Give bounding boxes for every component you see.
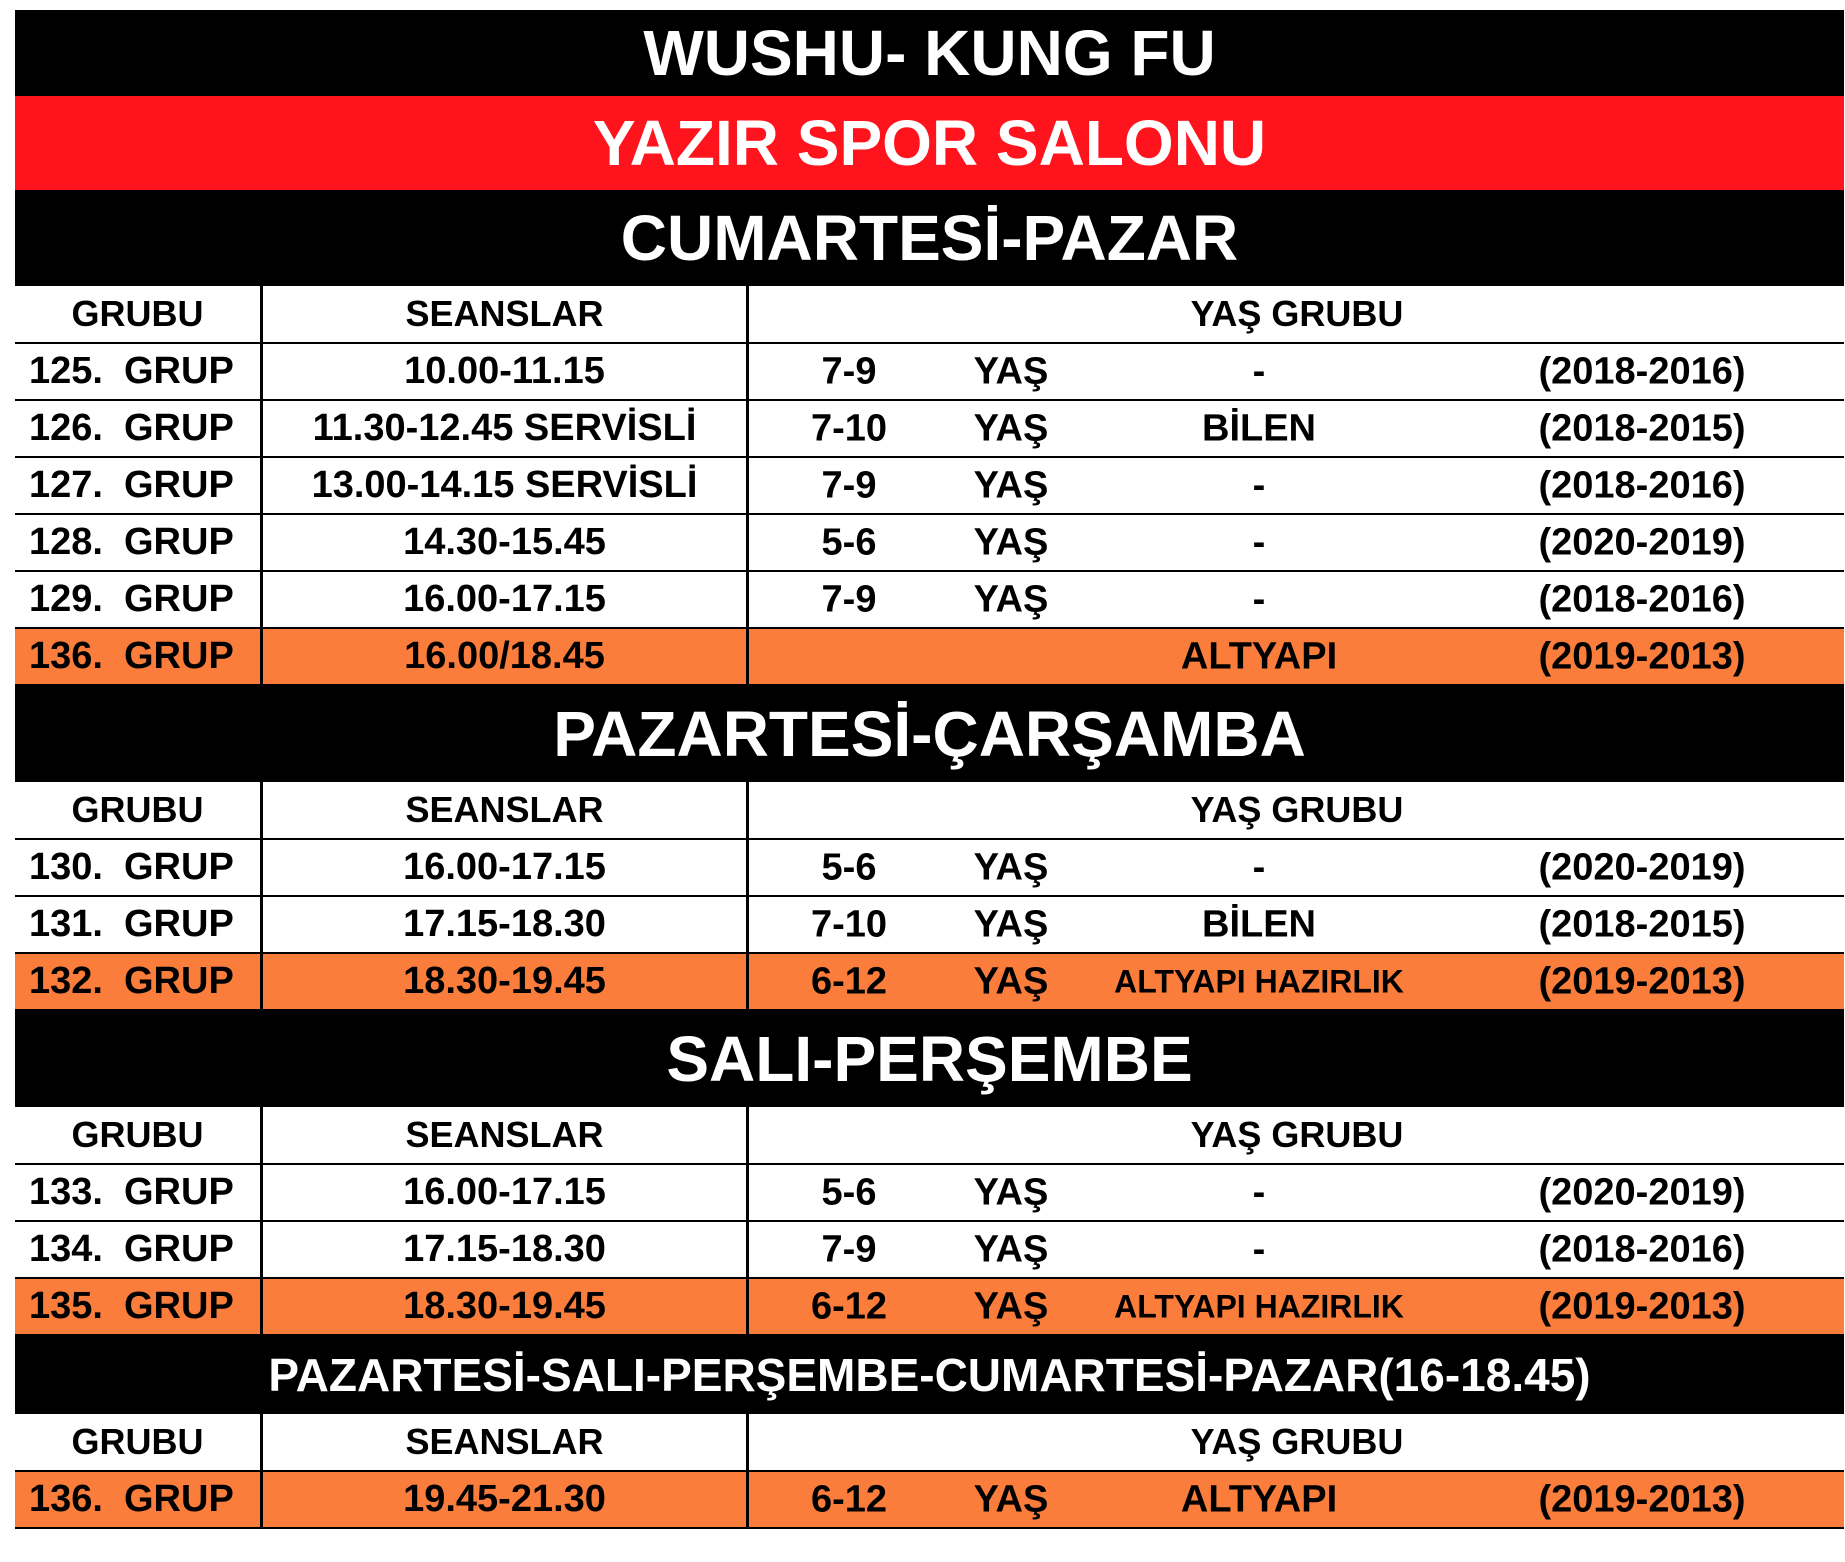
session-time: 13.00-14.15 SERVİSLİ — [263, 458, 749, 513]
schedule-section — [15, 190, 1844, 686]
session-time: 17.15-18.30 — [263, 1222, 749, 1277]
group-label: GRUP — [124, 1285, 234, 1327]
group-label: GRUP — [124, 960, 234, 1002]
session-time: 18.30-19.45 — [263, 954, 749, 1009]
age-unit: YAŞ — [973, 350, 1049, 392]
sessions-header: SEANSLAR — [263, 286, 749, 342]
group-number: 136. — [29, 1478, 103, 1520]
age-group-header: YAŞ GRUBU — [1190, 293, 1404, 334]
group-label: GRUP — [124, 407, 234, 449]
table-row — [15, 840, 1844, 897]
session-time: 19.45-21.30 — [263, 1472, 749, 1527]
table-header-row — [15, 1414, 1844, 1472]
schedule-section — [15, 686, 1844, 1011]
group-number: 135. — [29, 1285, 103, 1327]
group-label: GRUP — [124, 350, 234, 392]
schedule-section — [15, 1336, 1844, 1529]
group-label: GRUP — [124, 578, 234, 620]
schedule-section — [15, 1011, 1844, 1336]
age-range: 7-9 — [821, 350, 877, 392]
group-header: GRUBU — [15, 1414, 263, 1470]
session-time: 16.00-17.15 — [263, 840, 749, 895]
session-time: 17.15-18.30 — [263, 897, 749, 952]
table-row — [15, 1222, 1844, 1279]
table-header-row — [15, 1107, 1844, 1165]
sessions-header: SEANSLAR — [263, 1414, 749, 1470]
table-row — [15, 897, 1844, 954]
age-range: 7-9 — [821, 464, 877, 506]
age-range: 5-6 — [821, 521, 877, 563]
group-label: GRUP — [124, 1171, 234, 1213]
table-row — [15, 1165, 1844, 1222]
level-note: ALTYAPI HAZIRLIK — [1114, 963, 1404, 999]
group-number: 131. — [29, 903, 103, 945]
group-number: 128. — [29, 521, 103, 563]
section-day-header: PAZARTESİ-ÇARŞAMBA — [15, 686, 1844, 782]
age-unit: YAŞ — [973, 1478, 1049, 1520]
birth-years: (2020-2019) — [1538, 521, 1746, 563]
age-range: 6-12 — [810, 1285, 888, 1327]
group-header: GRUBU — [15, 1107, 263, 1163]
group-label: GRUP — [124, 635, 234, 677]
group-number: 127. — [29, 464, 103, 506]
group-number: 132. — [29, 960, 103, 1002]
group-label: GRUP — [124, 1478, 234, 1520]
group-number: 126. — [29, 407, 103, 449]
age-range: 7-10 — [810, 407, 888, 449]
group-number: 125. — [29, 350, 103, 392]
table-header-row — [15, 286, 1844, 344]
level-note: - — [1252, 464, 1266, 506]
schedule-sheet — [15, 10, 1844, 1529]
table-row — [15, 401, 1844, 458]
age-range: 5-6 — [821, 1171, 877, 1213]
birth-years: (2020-2019) — [1538, 1171, 1746, 1213]
age-range: 7-9 — [821, 1228, 877, 1270]
group-label: GRUP — [124, 903, 234, 945]
table-row-highlighted — [15, 629, 1844, 686]
group-label: GRUP — [124, 464, 234, 506]
table-header-row — [15, 782, 1844, 840]
birth-years: (2018-2015) — [1538, 903, 1746, 945]
table-row-highlighted — [15, 1472, 1844, 1529]
group-number: 133. — [29, 1171, 103, 1213]
birth-years: (2019-2013) — [1538, 1285, 1746, 1327]
group-number: 134. — [29, 1228, 103, 1270]
table-row — [15, 515, 1844, 572]
age-unit: YAŞ — [973, 1285, 1049, 1327]
level-note: - — [1252, 350, 1266, 392]
level-note: ALTYAPI — [1180, 1478, 1338, 1520]
level-note: - — [1252, 1171, 1266, 1213]
level-note: ALTYAPI HAZIRLIK — [1114, 1288, 1404, 1324]
birth-years: (2020-2019) — [1538, 846, 1746, 888]
group-label: GRUP — [124, 1228, 234, 1270]
section-day-header: PAZARTESİ-SALI-PERŞEMBE-CUMARTESİ-PAZAR(16-18.45) — [15, 1336, 1844, 1414]
table-row-highlighted — [15, 954, 1844, 1011]
table-row — [15, 344, 1844, 401]
session-time: 11.30-12.45 SERVİSLİ — [263, 401, 749, 456]
session-time: 18.30-19.45 — [263, 1279, 749, 1334]
age-unit: YAŞ — [973, 1228, 1049, 1270]
sessions-header: SEANSLAR — [263, 782, 749, 838]
group-header: GRUBU — [15, 782, 263, 838]
level-note: - — [1252, 578, 1266, 620]
age-unit: YAŞ — [973, 846, 1049, 888]
birth-years: (2018-2015) — [1538, 407, 1746, 449]
age-unit: YAŞ — [973, 578, 1049, 620]
birth-years: (2019-2013) — [1538, 960, 1746, 1002]
birth-years: (2019-2013) — [1538, 635, 1746, 677]
group-header: GRUBU — [15, 286, 263, 342]
level-note: BİLEN — [1202, 407, 1316, 449]
age-group-header: YAŞ GRUBU — [1190, 1421, 1404, 1462]
level-note: - — [1252, 846, 1266, 888]
level-note: BİLEN — [1202, 903, 1316, 945]
page-title: WUSHU- KUNG FU — [15, 10, 1844, 96]
age-range: 7-10 — [810, 903, 888, 945]
age-unit: YAŞ — [973, 960, 1049, 1002]
venue-title: YAZIR SPOR SALONU — [15, 96, 1844, 190]
level-note: - — [1252, 1228, 1266, 1270]
session-time: 10.00-11.15 — [263, 344, 749, 399]
session-time: 16.00-17.15 — [263, 1165, 749, 1220]
group-label: GRUP — [124, 846, 234, 888]
level-note: ALTYAPI — [1180, 635, 1338, 677]
age-range: 6-12 — [810, 1478, 888, 1520]
age-unit: YAŞ — [973, 407, 1049, 449]
group-label: GRUP — [124, 521, 234, 563]
group-number: 130. — [29, 846, 103, 888]
age-group-header: YAŞ GRUBU — [1190, 789, 1404, 830]
age-range: 5-6 — [821, 846, 877, 888]
birth-years: (2018-2016) — [1538, 350, 1746, 392]
table-row — [15, 572, 1844, 629]
group-number: 129. — [29, 578, 103, 620]
session-time: 14.30-15.45 — [263, 515, 749, 570]
birth-years: (2018-2016) — [1538, 464, 1746, 506]
birth-years: (2019-2013) — [1538, 1478, 1746, 1520]
section-day-header: SALI-PERŞEMBE — [15, 1011, 1844, 1107]
age-group-header: YAŞ GRUBU — [1190, 1114, 1404, 1155]
age-range: 6-12 — [810, 960, 888, 1002]
age-unit: YAŞ — [973, 521, 1049, 563]
table-row — [15, 458, 1844, 515]
age-unit: YAŞ — [973, 464, 1049, 506]
sessions-header: SEANSLAR — [263, 1107, 749, 1163]
birth-years: (2018-2016) — [1538, 1228, 1746, 1270]
group-number: 136. — [29, 635, 103, 677]
level-note: - — [1252, 521, 1266, 563]
session-time: 16.00-17.15 — [263, 572, 749, 627]
age-unit: YAŞ — [973, 1171, 1049, 1213]
session-time: 16.00/18.45 — [263, 629, 749, 684]
section-day-header: CUMARTESİ-PAZAR — [15, 190, 1844, 286]
birth-years: (2018-2016) — [1538, 578, 1746, 620]
table-row-highlighted — [15, 1279, 1844, 1336]
age-range: 7-9 — [821, 578, 877, 620]
age-unit: YAŞ — [973, 903, 1049, 945]
